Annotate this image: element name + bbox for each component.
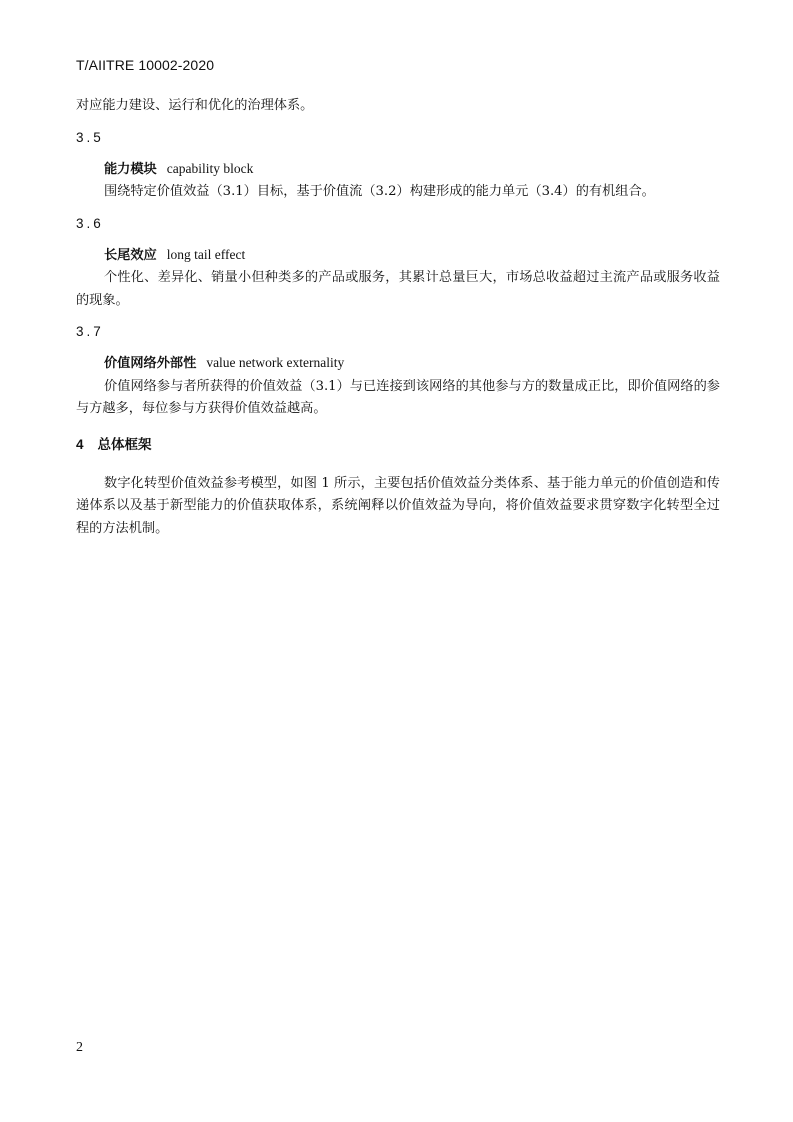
term-definition: 价值网络参与者所获得的价值效益（3.1）与已连接到该网络的其他参与方的数量成正比，即价值网络的参与方越多，每位参与方获得价值效益越高。 xyxy=(76,378,720,416)
clause-number: 3.5 xyxy=(76,129,104,145)
section-4-heading xyxy=(76,435,720,455)
term-zh: 能力模块 xyxy=(104,161,157,177)
document-body xyxy=(76,95,720,540)
term-definition: 个性化、差异化、销量小但种类多的产品或服务，其累计总量巨大，市场总收益超过主流产品或服务收益的现象。 xyxy=(76,270,720,308)
page-number: 2 xyxy=(76,1040,83,1055)
section-4-body: 数字化转型价值效益参考模型，如图 1 所示，主要包括价值效益分类体系、基于能力单元的价值创造和传递体系以及基于新型能力的价值获取体系，系统阐释以价值效益为导向，将价值效益要求贯穿数字化转型全过程的方法机制。 xyxy=(76,475,720,536)
term-title xyxy=(76,158,720,182)
clause-3-6 xyxy=(76,214,720,313)
clause-3-7 xyxy=(76,322,720,421)
term-en: capability block xyxy=(166,160,254,176)
document-id-header: T/AIITRE 10002-2020 xyxy=(76,57,215,73)
term-title xyxy=(76,352,720,376)
term-definition: 围绕特定价值效益（3.1）目标，基于价值流（3.2）构建形成的能力单元（3.4）的有机组合。 xyxy=(104,184,655,199)
term-zh: 价值网络外部性 xyxy=(104,356,197,371)
clause-number: 3.7 xyxy=(76,324,104,339)
clause-3-5 xyxy=(76,128,720,204)
clause-number: 3.6 xyxy=(76,215,104,231)
intro-continuation: 对应能力建设、运行和优化的治理体系。 xyxy=(76,98,314,113)
term-zh: 长尾效应 xyxy=(104,247,157,263)
term-title xyxy=(76,244,720,268)
section-number: 4 xyxy=(76,436,84,452)
term-en: long tail effect xyxy=(166,246,246,262)
section-title: 总体框架 xyxy=(97,436,152,453)
term-en: value network externality xyxy=(206,355,345,370)
